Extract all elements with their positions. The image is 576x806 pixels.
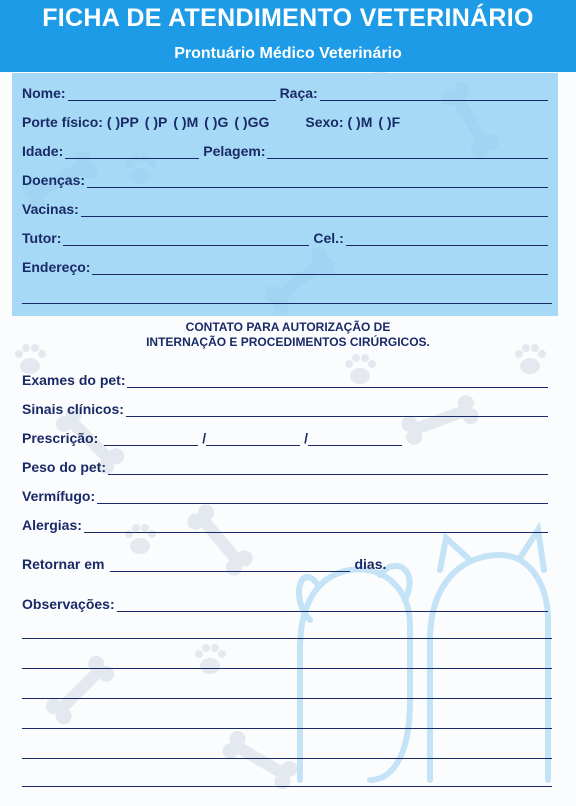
field-endereco-extra[interactable] bbox=[22, 303, 552, 304]
row-doencas bbox=[22, 172, 552, 188]
field-cel[interactable] bbox=[346, 244, 548, 246]
option-porte-gg[interactable]: ( )GG bbox=[234, 114, 270, 130]
option-porte-m[interactable]: ( )M bbox=[173, 114, 199, 130]
option-sexo-f[interactable]: ( )F bbox=[378, 114, 401, 130]
label-sinais: Sinais clínicos: bbox=[22, 401, 124, 417]
label-nome: Nome: bbox=[22, 85, 66, 101]
observacoes-line[interactable] bbox=[22, 698, 552, 699]
field-exames[interactable] bbox=[127, 386, 548, 388]
field-tutor[interactable] bbox=[63, 244, 309, 246]
label-porte: Porte físico: bbox=[22, 114, 103, 130]
label-doencas: Doenças: bbox=[22, 172, 86, 188]
label-pelagem: Pelagem: bbox=[203, 143, 266, 159]
label-idade: Idade: bbox=[22, 143, 64, 159]
field-nome[interactable] bbox=[68, 99, 276, 101]
notice-line-1: CONTATO PARA AUTORIZAÇÃO DE bbox=[185, 320, 391, 334]
label-alergias: Alergias: bbox=[22, 517, 82, 533]
observacoes-line[interactable] bbox=[22, 786, 552, 787]
row-vermifugo bbox=[22, 488, 552, 504]
observacoes-line[interactable] bbox=[22, 668, 552, 669]
label-peso: Peso do pet: bbox=[22, 459, 107, 475]
field-prescricao-1[interactable] bbox=[104, 444, 198, 446]
row-idade-pelagem bbox=[22, 143, 552, 159]
field-alergias[interactable] bbox=[84, 531, 548, 533]
label-vermifugo: Vermífugo: bbox=[22, 488, 96, 504]
label-vacinas: Vacinas: bbox=[22, 201, 79, 217]
row-vacinas bbox=[22, 201, 552, 217]
row-peso bbox=[22, 459, 552, 475]
field-peso[interactable] bbox=[108, 473, 548, 475]
label-tutor: Tutor: bbox=[22, 230, 62, 246]
row-tutor-cel bbox=[22, 230, 552, 246]
field-retornar-dias[interactable] bbox=[110, 570, 350, 572]
option-porte-p[interactable]: ( )P bbox=[144, 114, 168, 130]
label-dias: dias. bbox=[354, 556, 387, 572]
field-raca[interactable] bbox=[320, 99, 548, 101]
label-sexo: Sexo: bbox=[305, 114, 344, 130]
field-vacinas[interactable] bbox=[81, 215, 548, 217]
row-endereco bbox=[22, 259, 552, 275]
row-retornar bbox=[22, 556, 442, 572]
field-idade[interactable] bbox=[65, 157, 199, 159]
label-raca: Raça: bbox=[279, 85, 318, 101]
option-sexo-m[interactable]: ( )M bbox=[347, 114, 373, 130]
observacoes-line[interactable] bbox=[22, 638, 552, 639]
bone-icon bbox=[220, 728, 301, 792]
patient-info-panel bbox=[12, 73, 558, 316]
row-sinais bbox=[22, 401, 552, 417]
form-subtitle: Prontuário Médico Veterinário bbox=[174, 45, 402, 62]
label-cel: Cel.: bbox=[313, 230, 344, 246]
label-prescricao: Prescrição: bbox=[22, 430, 99, 446]
row-exames bbox=[22, 372, 552, 388]
observacoes-line[interactable] bbox=[22, 758, 552, 759]
field-observacoes[interactable] bbox=[117, 610, 548, 612]
notice-line-2: INTERNAÇÃO E PROCEDIMENTOS CIRÚRGICOS. bbox=[146, 335, 430, 349]
row-nome-raca bbox=[22, 85, 552, 101]
row-observacoes bbox=[22, 596, 552, 612]
option-porte-pp[interactable]: ( )PP bbox=[106, 114, 139, 130]
field-pelagem[interactable] bbox=[267, 157, 548, 159]
observacoes-line[interactable] bbox=[22, 728, 552, 729]
bone-icon bbox=[43, 653, 118, 728]
prescricao-slash-1: / bbox=[202, 430, 207, 446]
field-vermifugo[interactable] bbox=[97, 502, 548, 504]
field-endereco[interactable] bbox=[92, 273, 548, 275]
field-prescricao-3[interactable] bbox=[308, 444, 402, 446]
field-prescricao-2[interactable] bbox=[206, 444, 300, 446]
label-exames: Exames do pet: bbox=[22, 372, 126, 388]
option-porte-g[interactable]: ( )G bbox=[204, 114, 229, 130]
prescricao-slash-2: / bbox=[304, 430, 309, 446]
row-alergias bbox=[22, 517, 552, 533]
field-sinais[interactable] bbox=[126, 415, 548, 417]
label-retornar: Retornar em bbox=[22, 556, 105, 572]
label-observacoes: Observações: bbox=[22, 596, 115, 612]
form-title: FICHA DE ATENDIMENTO VETERINÁRIO bbox=[42, 4, 534, 32]
paw-icon bbox=[195, 644, 226, 674]
row-prescricao bbox=[22, 430, 442, 446]
header-banner bbox=[0, 0, 576, 72]
field-doencas[interactable] bbox=[87, 186, 548, 188]
row-porte-sexo bbox=[22, 114, 554, 130]
label-endereco: Endereço: bbox=[22, 259, 91, 275]
